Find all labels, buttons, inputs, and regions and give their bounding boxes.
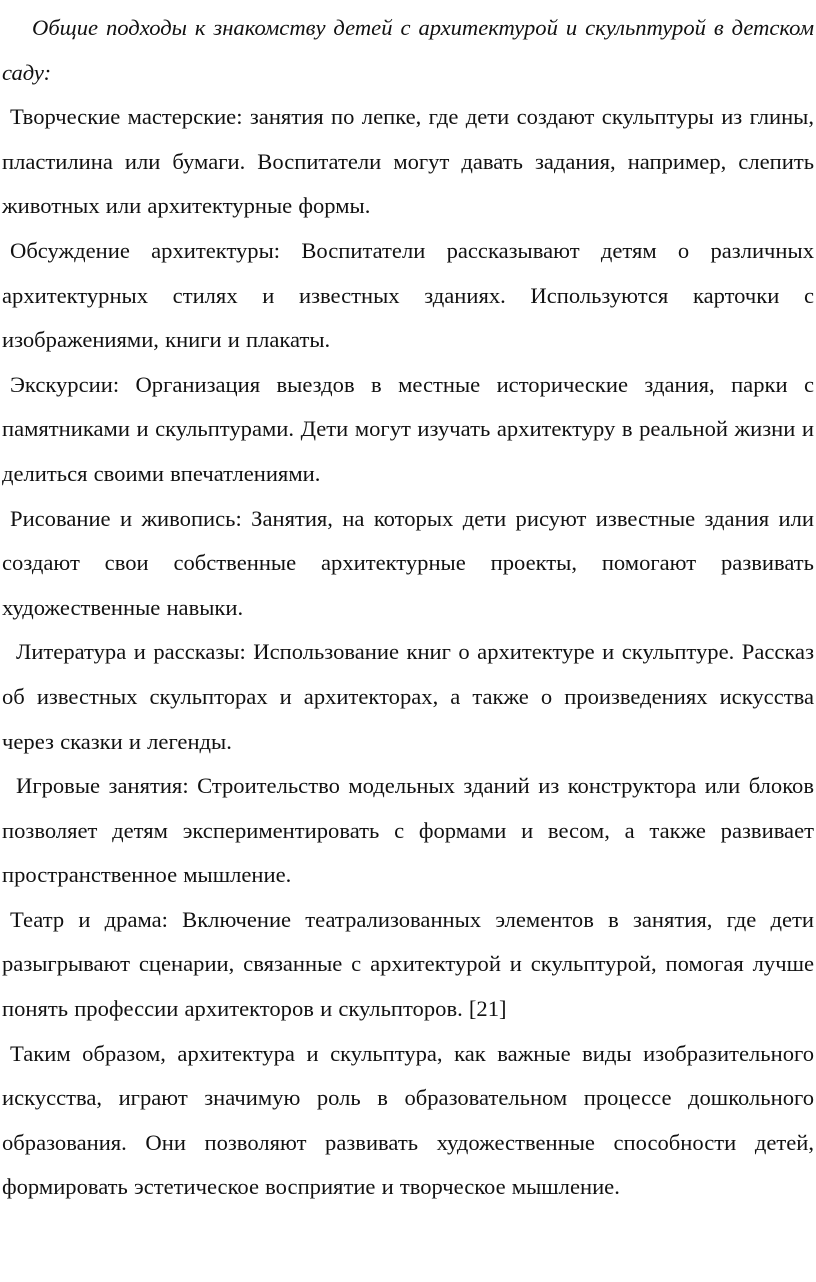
paragraph-architecture-discussion: Обсуждение архитектуры: Воспитатели рассказывают детям о различных архитектурных стилях и известных зданиях. Используются карточки с изображениями, книги и плакаты. [2,237,814,353]
paragraph-workshops: Творческие мастерские: занятия по лепке, где дети создают скульптуры из глины, пластилина или бумаги. Воспитатели могут давать задания, например, слепить животных или архитектурные формы. [2,104,814,219]
paragraph-theatre-drama: Театр и драма: Включение театрализованных элементов в занятия, где дети разыгрывают сценарии, связанные с архитектурой и скульптурой, помогая лучше понять профессии архитекторов и скульпторов. [21] [2,906,814,1022]
paragraph-drawing-painting: Рисование и живопись: Занятия, на которых дети рисуют известные здания или создают свои собственные архитектурные проекты, помогают развивать художественные навыки. [2,505,814,620]
paragraph-excursions: Экскурсии: Организация выездов в местные исторические здания, парки с памятниками и скульптурами. Дети могут изучать архитектуру в реальной жизни и делиться своими впечатлениями. [2,371,814,486]
paragraph-literature-stories: Литература и рассказы: Использование книг о архитектуре и скульптуре. Рассказ об известных скульпторах и архитекторах, а также о произведениях искусства через сказки и легенды. [2,639,814,754]
paragraph-game-activities: Игровые занятия: Строительство модельных зданий из конструктора или блоков позволяет детям экспериментировать с формами и весом, а также развивает пространственное мышление. [2,773,814,888]
section-heading: Общие подходы к знакомству детей с архитектурой и скульптурой в детском саду: [2,15,814,85]
paragraph-conclusion: Таким образом, архитектура и скульптура, как важные виды изобразительного искусства, играют значимую роль в образовательном процессе дошкольного образования. Они позволяют развивать художественные способности детей, формировать эстетическое восприятие и творческое мышление. [2,1040,814,1200]
